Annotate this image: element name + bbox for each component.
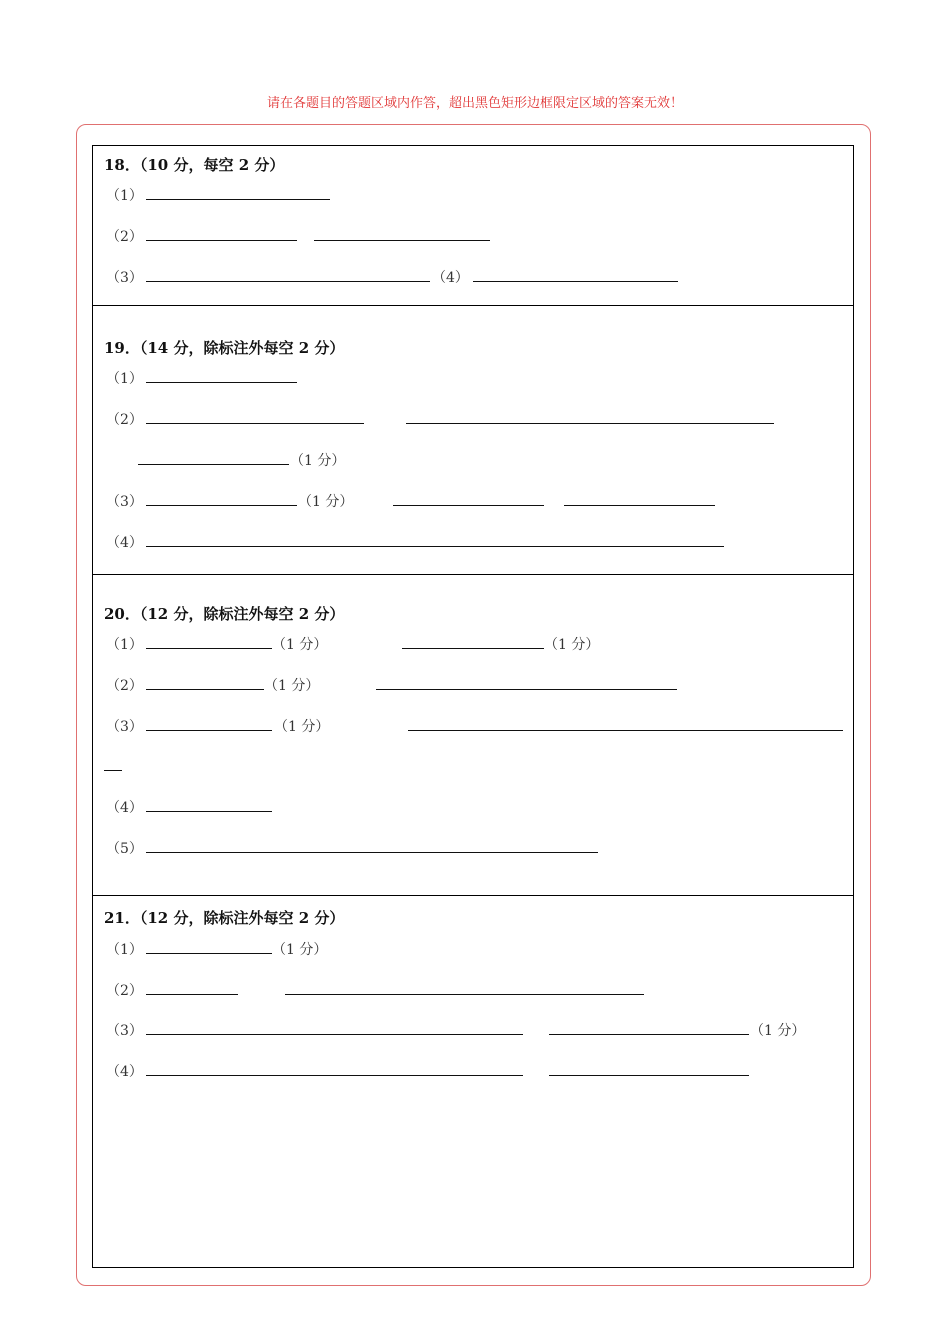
q20-item-4-label: （4）	[106, 800, 143, 816]
q21-2-blank-a[interactable]	[146, 994, 238, 995]
q18-item-2-label: （2）	[106, 229, 143, 245]
q18-2-blank-b[interactable]	[314, 240, 490, 241]
q21-1-blank[interactable]	[146, 953, 272, 954]
q21-points-note: （1 分）	[750, 1023, 806, 1039]
q21-3-blank-b[interactable]	[549, 1034, 749, 1035]
q18-item-1-label: （1）	[106, 188, 143, 204]
q19-1-blank[interactable]	[146, 382, 297, 383]
q19-item-2-label: （2）	[106, 412, 143, 428]
q20-item-3-label: （3）	[106, 719, 143, 735]
q19-points-note: （1 分）	[298, 494, 354, 510]
q20-4-blank[interactable]	[146, 811, 272, 812]
q20-2-blank-a[interactable]	[146, 689, 264, 690]
q20-points-note: （1 分）	[272, 637, 328, 653]
q18-4-blank[interactable]	[473, 281, 678, 282]
q19-item-4-label: （4）	[106, 535, 143, 551]
q18-3-blank[interactable]	[146, 281, 430, 282]
q19-3-blank-b[interactable]	[393, 505, 544, 506]
q21-points-note: （1 分）	[272, 942, 328, 958]
q20-1-blank-b[interactable]	[402, 648, 544, 649]
q18-item-3-label: （3）	[106, 270, 143, 286]
q21-item-2-label: （2）	[106, 983, 143, 999]
question-19-title: 19．（14 分，除标注外每空 2 分）	[104, 339, 345, 357]
q19-points-note: （1 分）	[290, 453, 346, 469]
q21-item-1-label: （1）	[106, 942, 143, 958]
q19-3-blank-a[interactable]	[146, 505, 297, 506]
q21-3-blank-a[interactable]	[146, 1034, 523, 1035]
q19-4-blank[interactable]	[146, 546, 724, 547]
q21-2-blank-b[interactable]	[285, 994, 644, 995]
section-divider	[92, 574, 854, 575]
q18-2-blank-a[interactable]	[146, 240, 297, 241]
q20-item-1-label: （1）	[106, 637, 143, 653]
q21-4-blank-b[interactable]	[549, 1075, 749, 1076]
q21-4-blank-a[interactable]	[146, 1075, 523, 1076]
q20-3-blank-b[interactable]	[408, 730, 843, 731]
question-21-title: 21．（12 分，除标注外每空 2 分）	[104, 909, 345, 927]
q20-5-blank[interactable]	[146, 852, 598, 853]
q20-points-note: （1 分）	[274, 719, 330, 735]
q20-2-blank-b[interactable]	[376, 689, 677, 690]
question-18-title: 18．（10 分，每空 2 分）	[104, 156, 285, 174]
q19-2-blank-c[interactable]	[138, 464, 289, 465]
q20-points-note: （1 分）	[544, 637, 600, 653]
section-divider	[92, 305, 854, 306]
q19-item-3-label: （3）	[106, 494, 143, 510]
question-20-title: 20．（12 分，除标注外每空 2 分）	[104, 605, 345, 623]
q19-2-blank-a[interactable]	[146, 423, 364, 424]
q19-2-blank-b[interactable]	[406, 423, 774, 424]
inner-answer-box	[92, 145, 854, 1268]
q18-1-blank[interactable]	[146, 199, 330, 200]
q20-1-blank-a[interactable]	[146, 648, 272, 649]
q20-item-2-label: （2）	[106, 678, 143, 694]
q20-3-blank-continued[interactable]	[104, 770, 122, 771]
q19-item-1-label: （1）	[106, 371, 143, 387]
q19-3-blank-c[interactable]	[564, 505, 715, 506]
section-divider	[92, 895, 854, 896]
q18-item-4-label: （4）	[432, 270, 469, 286]
q20-item-5-label: （5）	[106, 841, 143, 857]
q20-points-note: （1 分）	[264, 678, 320, 694]
q20-3-blank-a[interactable]	[146, 730, 272, 731]
q21-item-4-label: （4）	[106, 1064, 143, 1080]
q21-item-3-label: （3）	[106, 1023, 143, 1039]
answer-area-notice: 请在各题目的答题区域内作答，超出黑色矩形边框限定区域的答案无效！	[266, 96, 683, 111]
